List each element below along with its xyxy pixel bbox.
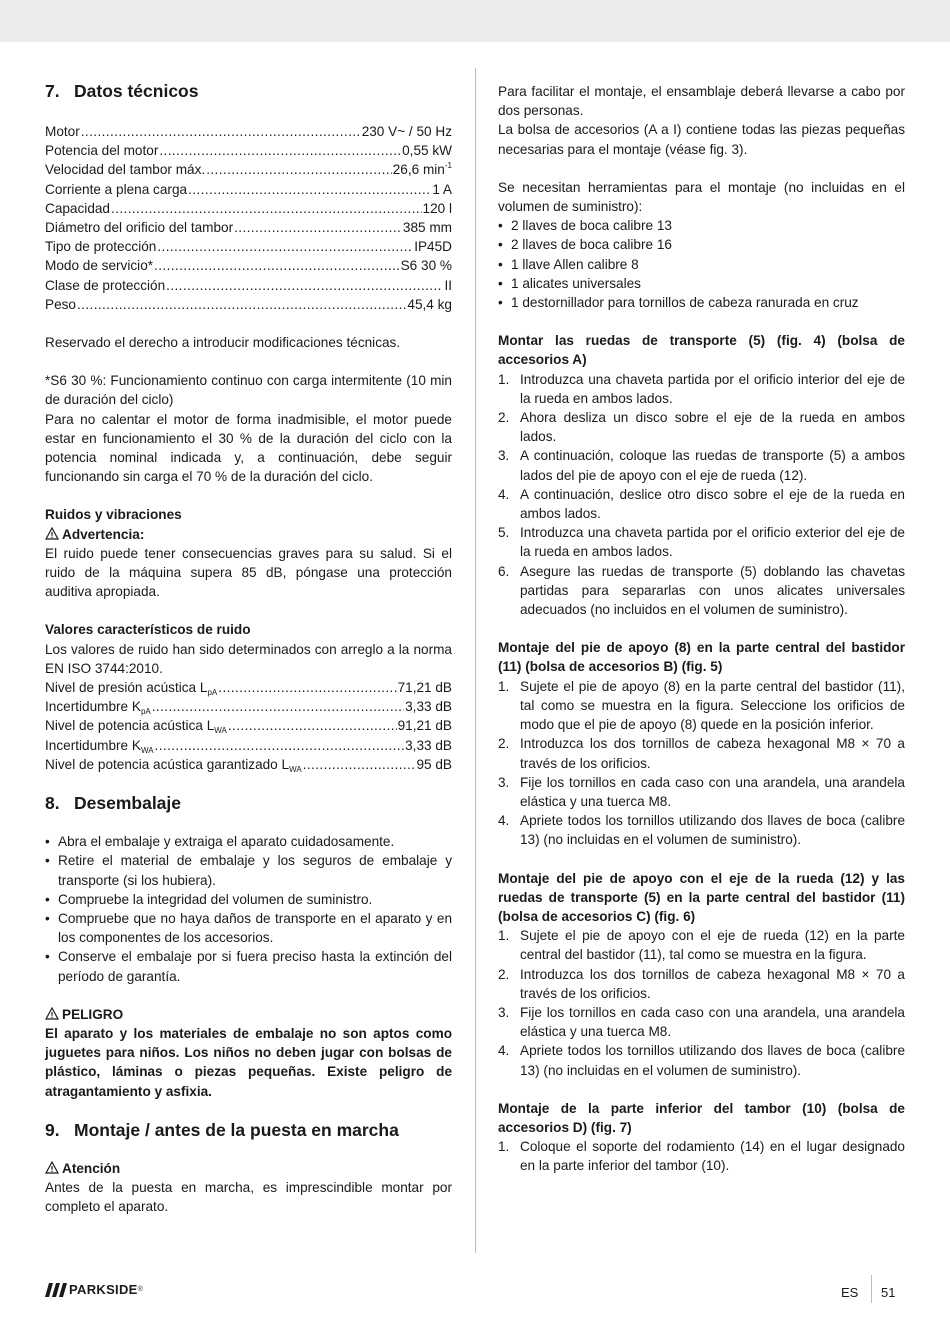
assembly-step [498,734,905,772]
spec-row [45,122,452,141]
tool-item: • 2 llaves de boca calibre 16 [498,235,905,254]
step-number: 2. [498,410,510,426]
step-text: Introduzca una chaveta partida por el orificio exterior del eje de la rueda en ambos lados. [520,525,905,560]
warning-triangle-icon [45,1161,59,1174]
warning-triangle-icon [45,1007,59,1020]
assembly-step [498,523,905,561]
step-text: A continuación, coloque las ruedas de transporte (5) a ambos lados del pie de apoyo con el eje de rueda (12). [520,448,905,483]
assembly-step [498,408,905,446]
trademark-mark: ® [137,1286,143,1293]
noise-label-text: Incertidumbre K [45,699,141,715]
noise-label [45,697,151,716]
step-text: Apriete todos los tornillos utilizando dos llaves de boca (calibre 13) (no incluidas en el volumen de suministro). [520,813,905,848]
assembly-heading: Montar las ruedas de transporte (5) (fig. 4) (bolsa de accesorios A) [498,333,905,368]
tools-list [498,216,905,312]
dot-leader [303,755,416,774]
noise-label-subscript: pA [140,707,151,717]
bullet-item: • Conserve el embalaje por si fuera preciso hasta la extinción del período de garantía. [45,947,452,985]
dot-leader [157,237,413,256]
spec-value-text: II [444,277,452,293]
spec-row [45,218,452,237]
reserved-note: Reservado el derecho a introducir modificaciones técnicas. [45,335,401,351]
spacer [498,312,905,331]
assembly-step-list [498,370,905,620]
step-number: 4. [498,1043,510,1059]
spec-value [402,141,452,160]
step-text: Sujete el pie de apoyo (8) en la parte central del bastidor (11), tal como se muestra en la figura. Seleccione los orificios de modo que el pie de apoyo (8) quede en la posición inferior. [520,678,905,733]
warning-triangle-icon [45,527,59,540]
assembly-heading: Montaje de la parte inferior del tambor (10) (bolsa de accesorios D) (fig. 7) [498,1100,905,1135]
spec-label: Potencia del motor [45,143,159,159]
spec-row [45,141,452,160]
assembly-step-list [498,677,905,850]
section-7-heading [45,80,452,102]
assembly-step [498,965,905,1003]
dot-leader [152,697,404,716]
spec-row [45,160,452,179]
step-number: 4. [498,813,510,829]
noise-row [45,736,452,755]
noise-label [45,716,227,735]
step-number: 3. [498,1004,510,1020]
section-8-number: 8. [45,793,60,814]
spec-value-text: 230 V~ / 50 Hz [361,124,452,139]
assembly-heading: Montaje del pie de apoyo con el eje de la rueda (12) y las ruedas de transporte (5) en la parte central del bastidor (11) (bolsa de accesorios C) (fig. 6) [498,870,905,924]
spacer [498,1080,905,1099]
spec-label: Peso [45,296,76,312]
step-text: Introduzca una chaveta partida por el orificio interior del eje de la rueda en ambos lados. [520,371,905,406]
noise-values-list [45,678,452,774]
step-number: 1. [498,371,510,387]
attention-text: Antes de la puesta en marcha, es imprescindible montar por completo el aparato. [45,1179,452,1215]
page-number: 51 [881,1285,896,1300]
bullet-item: • Retire el material de embalaje y los seguros de embalaje y transporte (si los hubiera). [45,851,452,889]
noise-values-intro: Los valores de ruido han sido determinados con arreglo a la norma EN ISO 3744:2010. [45,641,452,676]
left-column [45,80,452,1216]
dot-leader [166,276,443,295]
warning-label-line [45,525,452,544]
step-number: 1. [498,678,510,694]
noise-value: 3,33 dB [405,737,452,753]
assembly-step [498,677,905,735]
assembly-step [498,773,905,811]
noise-label-text: Nivel de presión acústica L [45,680,208,696]
spec-value [407,295,452,314]
spec-label: Clase de protección [45,277,166,293]
noise-row [45,755,452,774]
spec-row [45,199,452,218]
spec-value-text: 385 mm [402,220,452,236]
dot-leader [159,141,401,160]
header-band [0,0,950,42]
spec-value [403,218,452,237]
tools-intro: Se necesitan herramientas para el montaje (no incluidas en el volumen de suministro): [498,179,905,215]
noise-label [45,678,217,697]
step-text: Asegure las ruedas de transporte (5) doblando las chavetas partidas para separarlas con unos alicates universales adecuados (no incluidos en el volumen de suministro). [520,563,905,618]
assembly-step [498,485,905,523]
bullet-item: • Compruebe la integridad del volumen de suministro. [45,890,452,909]
section-9-number: 9. [45,1119,60,1140]
spec-value-text: 120 l [422,200,452,216]
footer-separator [871,1275,872,1303]
assembly-step [498,811,905,849]
column-divider [475,68,476,1253]
assembly-steps [498,312,905,1175]
spec-label: Modo de servicio* [45,258,154,274]
noise-label-text: Incertidumbre K [45,737,141,753]
parkside-logo [45,1280,143,1299]
spec-row [45,295,452,314]
spec-value [362,122,452,141]
assembly-step-list [498,926,905,1080]
step-number: 5. [498,525,510,541]
noise-label [45,736,154,755]
dot-leader [234,218,402,237]
step-text: Apriete todos los tornillos utilizando dos llaves de boca (calibre 13) (no incluidas en el volumen de suministro). [520,1043,905,1078]
tool-item: • 1 destornillador para tornillos de cabeza ranurada en cruz [498,293,905,312]
noise-label-text: Nivel de potencia acústica garantizado L [45,756,290,772]
danger-label-line [45,1005,452,1024]
section-9-title: Montaje / antes de la puesta en marcha [74,1119,399,1140]
noise-value: 95 dB [416,756,452,772]
assembly-step [498,446,905,484]
noise-label-subscript: pA [207,688,218,698]
dot-leader [155,736,405,755]
tool-item: • 1 llave Allen calibre 8 [498,255,905,274]
spec-list [45,122,452,314]
spec-label: Corriente a plena carga [45,181,188,197]
step-text: Introduzca los dos tornillos de cabeza hexagonal M8 × 70 a través de los orificios. [520,966,905,1001]
spec-label: Diámetro del orificio del tambor [45,220,234,236]
language-code: ES [841,1285,859,1300]
dot-leader [228,716,397,735]
dot-leader [218,678,396,697]
section-7-title: Datos técnicos [74,81,199,101]
spec-value-exponent: -1 [444,161,452,171]
attention-label: Atención [62,1160,121,1176]
noise-value: 71,21 dB [397,680,452,696]
spacer [498,850,905,869]
dot-leader [77,295,406,314]
section-8-heading [45,792,452,814]
step-text: Coloque el soporte del rodamiento (14) en el lugar designado en la parte inferior del tambor (10). [520,1139,905,1174]
spec-value-text: S6 30 % [400,258,452,274]
step-text: A continuación, deslice otro disco sobre el eje de la rueda en ambos lados. [520,486,905,522]
noise-row [45,697,452,716]
step-number: 2. [498,736,510,752]
section-9-heading [45,1119,452,1141]
assembly-step [498,926,905,964]
step-number: 1. [498,928,510,944]
noise-values-heading: Valores característicos de ruido [45,622,251,638]
spec-value [414,237,452,256]
step-number: 4. [498,486,510,502]
step-number: 2. [498,966,510,982]
noise-label-text: Nivel de potencia acústica L [45,718,215,734]
brand-name: PARKSIDE [69,1282,138,1297]
warning-text: El ruido puede tener consecuencias graves para su salud. Si el ruido de la máquina supera 85 dB, póngase una protección auditiva apropiada. [45,545,452,600]
duty-cycle-note: Para no calentar el motor de forma inadmisible, el motor puede estar en funcionamiento el 30 % de la duración del ciclo con la potencia nominal indicada y, a continuación, debe seguir funcionando sin carga el 70 % de la duración del ciclo. [45,411,452,485]
section-8-title: Desembalaje [74,793,182,814]
dot-leader [188,180,431,199]
spec-value [393,160,452,179]
step-number: 1. [498,1139,510,1155]
noise-row [45,716,452,735]
spec-value [432,180,452,199]
dot-leader [81,122,361,141]
noise-row [45,678,452,697]
unpacking-list [45,832,452,986]
tool-item: • 2 llaves de boca calibre 13 [498,216,905,235]
warning-label: Advertencia: [62,526,145,542]
step-number: 6. [498,563,510,579]
spec-label: Tipo de protección [45,239,157,255]
step-text: Sujete el pie de apoyo con el eje de rueda (12) en la parte central del bastidor (11), tal como se muestra en la figura. [520,928,905,963]
assembly-step [498,562,905,620]
danger-label: PELIGRO [62,1006,124,1022]
spec-value-text: 0,55 kW [402,143,452,159]
spec-value-text: 26,6 min [392,162,445,178]
step-text: Fije los tornillos en cada caso con una arandela, una arandela elástica y una tuerca M8. [520,1004,905,1040]
step-text: Ahora desliza un disco sobre el eje de la rueda en ambos lados. [520,410,905,445]
noise-heading: Ruidos y vibraciones [45,507,182,523]
noise-label [45,755,302,774]
spacer [498,619,905,638]
spec-value [444,276,452,295]
step-text: Fije los tornillos en cada caso con una arandela, una arandela elástica y una tuerca M8. [520,774,905,809]
danger-text: El aparato y los materiales de embalaje no son aptos como juguetes para niños. Los niños no deben jugar con bolsas de plástico, láminas o piezas pequeñas. Existe peligro de atragantamiento y asfixia. [45,1025,452,1099]
step-number: 3. [498,448,510,464]
spec-label: Motor [45,124,80,139]
assembly-step [498,1041,905,1079]
spec-value-text: 45,4 kg [407,296,452,312]
spec-value [401,256,452,275]
bullet-item: • Compruebe que no haya daños de transporte en el aparato y en los componentes de los accesorios. [45,909,452,947]
dot-leader [111,199,422,218]
spec-row [45,256,452,275]
noise-label-subscript: WA [289,764,302,774]
dot-leader [154,256,400,275]
tool-item: • 1 alicates universales [498,274,905,293]
spec-row [45,180,452,199]
section-7-number: 7. [45,81,60,101]
spec-label: Capacidad [45,200,110,216]
spec-row [45,237,452,256]
spec-value [423,199,452,218]
step-text: Introduzca los dos tornillos de cabeza hexagonal M8 × 70 a través de los orificios. [520,736,905,771]
spec-value-text: 1 A [432,181,452,197]
noise-label-subscript: WA [214,726,227,736]
right-column [498,82,905,1176]
spec-row [45,276,452,295]
dot-leader [206,160,392,179]
spec-value-text: IP45D [414,239,452,255]
bullet-item: • Abra el embalaje y extraiga el aparato cuidadosamente. [45,832,452,851]
s6-footnote: *S6 30 %: Funcionamiento continuo con carga intermitente (10 min de duración del ciclo) [45,373,452,408]
assembly-intro-1: Para facilitar el montaje, el ensamblaje deberá llevarse a cabo por dos personas. [498,84,905,119]
assembly-intro-2: La bolsa de accesorios (A a I) contiene todas las piezas pequeñas necesarias para el montaje (véase fig. 3). [498,122,905,157]
spec-label: Velocidad del tambor máx. [45,162,206,178]
logo-stripes-icon [45,1283,67,1297]
assembly-step [498,370,905,408]
assembly-heading: Montaje del pie de apoyo (8) en la parte central del bastidor (11) (bolsa de accesorios B) (fig. 5) [498,640,905,675]
step-number: 3. [498,774,510,790]
assembly-step [498,1137,905,1175]
noise-value: 3,33 dB [405,699,452,715]
noise-value: 91,21 dB [397,718,452,734]
assembly-step [498,1003,905,1041]
attention-label-line [45,1159,452,1178]
assembly-step-list [498,1137,905,1175]
noise-label-subscript: WA [140,745,154,755]
